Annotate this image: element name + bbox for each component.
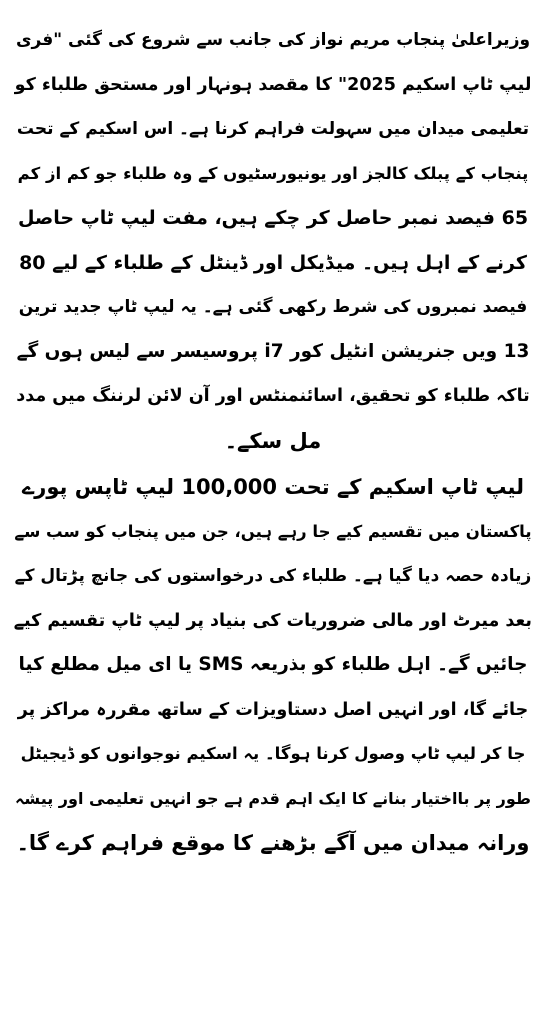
text-line: جا کر لیپ ٹاپ وصول کرنا ہوگا۔ یہ اسکیم نوجوانوں کو ڈیجیٹل [20,744,526,763]
text-line: پاکستان میں تقسیم کیے جا رہے ہیں، جن میں پنجاب کو سب سے [14,521,532,541]
text-line: جائے گا، اور انہیں اصل دستاویزات کے ساتھ مقررہ مراکز پر [17,699,529,720]
article-paragraph-2 [14,465,532,866]
text-line: فیصد نمبروں کی شرط رکھی گئی ہے۔ یہ لیپ ٹاپ جدید ترین [18,297,528,317]
text-line: 13 ویں جنریشن انٹیل کور i7 پروسیسر سے لیس ہوں گے [16,340,530,362]
text-line: تاکہ طلباء کو تحقیق، اسائنمنٹس اور آن لائن لرننگ میں مدد [16,386,530,406]
text-line: کرنے کے اہل ہیں۔ میڈیکل اور ڈینٹل کے طلباء کے لیے 80 [19,251,527,274]
text-line: تعلیمی میدان میں سہولت فراہم کرنا ہے۔ اس اسکیم کے تحت [16,119,530,139]
text-line: زیادہ حصہ دیا گیا ہے۔ طلباء کی درخواستوں کی جانچ پڑتال کے [14,566,532,586]
text-line: پنجاب کے پبلک کالجز اور یونیورسٹیوں کے وہ طلباء جو کم از کم [17,163,529,183]
article-paragraph-1 [14,18,532,463]
text-line: بعد میرٹ اور مالی ضروریات کی بنیاد پر لیپ ٹاپ تقسیم کیے [14,610,532,631]
text-line: وزیراعلیٰ پنجاب مریم نواز کی جانب سے شروع کی گئی "فری [15,30,531,50]
text-line: طور پر بااختیار بنانے کا ایک اہم قدم ہے جو انہیں تعلیمی اور پیشہ [15,788,531,808]
text-line: ورانہ میدان میں آگے بڑھنے کا موقع فراہم کرے گا۔ [16,831,530,855]
text-line: مل سکے۔ [224,428,322,453]
text-line: 65 فیصد نمبر حاصل کر چکے ہیں، مفت لیپ ٹاپ حاصل [17,207,529,229]
text-line: جائیں گے۔ اہل طلباء کو بذریعہ SMS یا ای میل مطلع کیا [18,654,528,675]
text-line: لیپ ٹاپ اسکیم کے تحت 100,000 لیپ ٹاپس پورے [21,475,525,499]
text-line: لیپ ٹاپ اسکیم 2025" کا مقصد ہونہار اور مستحق طلباء کو [14,74,532,95]
